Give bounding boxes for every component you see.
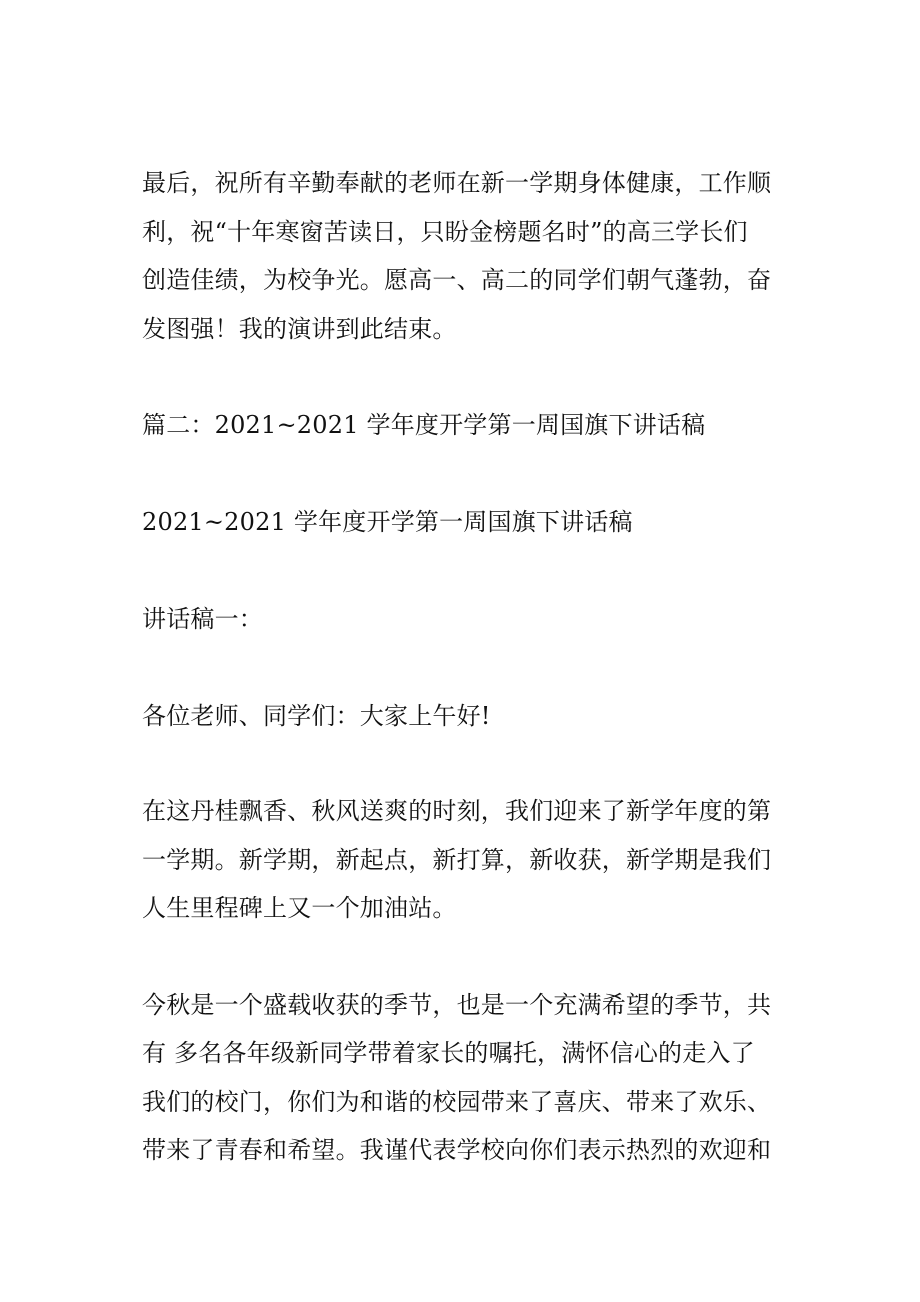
speech-label: 讲话稿一： [142,605,263,633]
section-heading: 篇二：2021~2021 学年度开学第一周国旗下讲话稿 [142,411,706,439]
greeting: 各位老师、同学们：大家上午好! [142,702,491,730]
paragraph-line: 一学期。新学期，新起点，新打算，新收获，新学期是我们 [142,846,772,874]
paragraph-line: 最后，祝所有辛勤奉献的老师在新一学期身体健康，工作顺 [142,169,772,197]
document-title: 2021~2021 学年度开学第一周国旗下讲话稿 [142,508,633,536]
paragraph-line: 今秋是一个盛载收获的季节，也是一个充满希望的季节，共 [142,991,772,1019]
paragraph-line: 有 多名各年级新同学带着家长的嘱托，满怀信心的走入了 [142,1039,755,1067]
paragraph-line: 创造佳绩，为校争光。愿高一、高二的同学们朝气蓬勃，奋 [142,266,772,294]
paragraph-line: 我们的校门，你们为和谐的校园带来了喜庆、带来了欢乐、 [142,1088,772,1116]
paragraph-line: 在这丹桂飘香、秋风送爽的时刻，我们迎来了新学年度的第 [142,797,772,825]
paragraph-line: 利，祝“十年寒窗苦读日，只盼金榜题名时”的高三学长们 [142,218,748,246]
paragraph-line: 发图强！我的演讲到此结束。 [142,315,457,343]
paragraph-line: 人生里程碑上又一个加油站。 [142,894,457,922]
paragraph-line: 带来了青春和希望。我谨代表学校向你们表示热烈的欢迎和 [142,1136,772,1164]
